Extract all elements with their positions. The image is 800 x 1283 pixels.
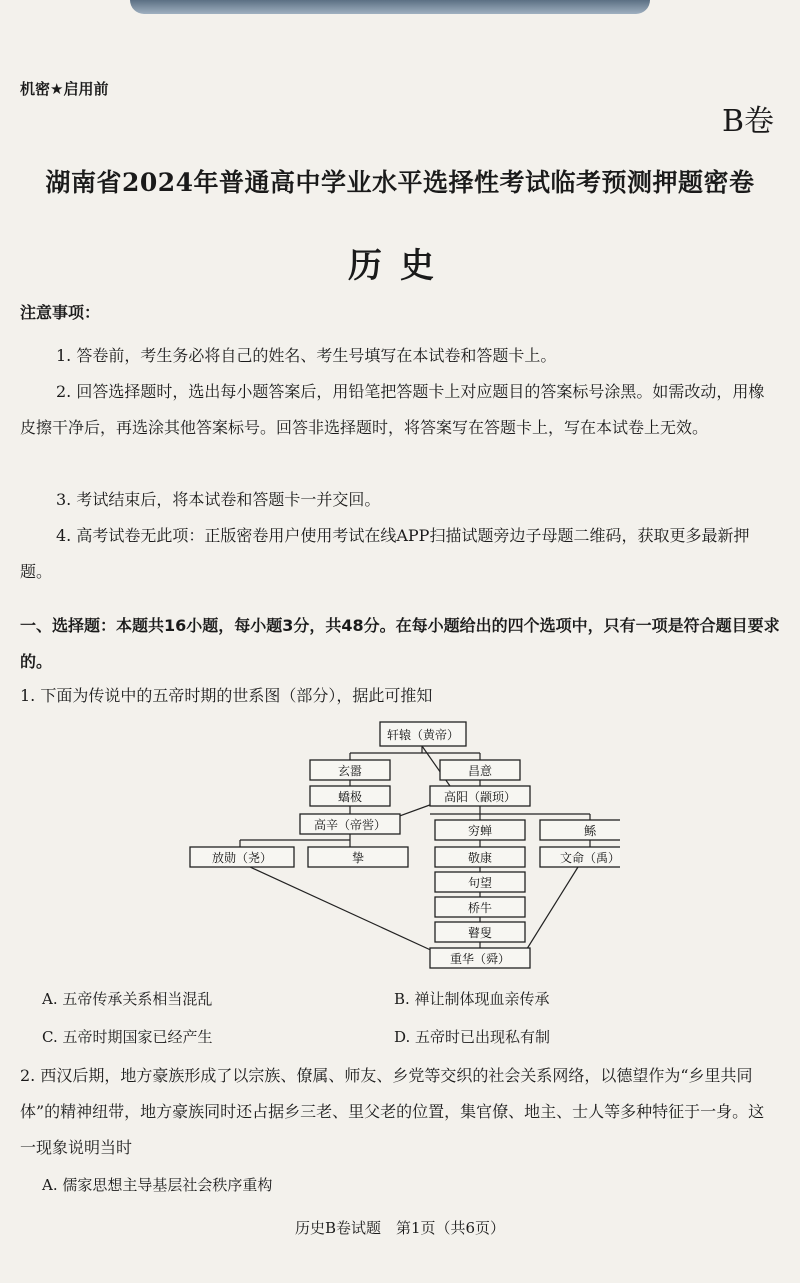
- question-2-stem: 2. 西汉后期，地方豪族形成了以宗族、僚属、师友、乡党等交织的社会关系网络，以德望作为“乡里共同体”的精神纽带，地方豪族同时还占据乡三老、里父老的位置，集官僚、地主、士人等多种特征于一身。这一现象说明当时: [20, 1066, 765, 1157]
- question-1-stem: 1. 下面为传说中的五帝时期的世系图（部分），据此可推知: [20, 686, 433, 705]
- section-heading: 一、选择题：本题共16小题，每小题3分，共48分。在每小题给出的四个选项中，只有一项是符合题目要求的。: [20, 616, 780, 671]
- top-decoration: [130, 0, 650, 14]
- page-footer: 历史B卷试题 第1页（共6页）: [294, 1219, 506, 1237]
- genealogy-diagram: [180, 716, 620, 970]
- svg-text:高阳（颛顼）: 高阳（颛顼）: [443, 790, 517, 804]
- svg-text:挚: 挚: [351, 851, 365, 865]
- node-juwang: [435, 872, 525, 892]
- notice-item-2: 2. 回答选择题时，选出每小题答案后，用铅笔把答题卡上对应题目的答案标号涂黑。如需改动，用橡皮擦干净后，再选涂其他答案标号。回答非选择题时，将答案写在答题卡上，写在本试卷上无效。: [20, 382, 765, 437]
- version-label: B卷: [722, 104, 775, 139]
- svg-text:敬康: 敬康: [467, 851, 493, 865]
- subject-title: 历史: [348, 246, 452, 286]
- notice-item-1: 1. 答卷前，考生务必将自己的姓名、考生号填写在本试卷和答题卡上。: [56, 346, 557, 365]
- svg-text:昌意: 昌意: [467, 764, 493, 778]
- svg-text:高辛（帝喾）: 高辛（帝喾）: [313, 818, 387, 832]
- confidential-label: 机密★启用前: [20, 80, 109, 98]
- svg-text:玄嚣: 玄嚣: [337, 764, 363, 778]
- q2-option-a: A. 儒家思想主导基层社会秩序重构: [42, 1176, 273, 1194]
- svg-text:鲧: 鲧: [583, 824, 597, 838]
- q1-option-a: A. 五帝传承关系相当混乱: [42, 990, 213, 1008]
- svg-text:桥牛: 桥牛: [467, 901, 493, 915]
- node-jiaoji: [310, 786, 390, 806]
- node-gusou: [435, 922, 525, 942]
- node-chonghua: [430, 948, 530, 968]
- node-fangxun: [190, 847, 294, 867]
- node-jingkang: [435, 847, 525, 867]
- q1-option-b: B. 禅让制体现血亲传承: [394, 990, 550, 1008]
- notice-heading: 注意事项：: [20, 303, 101, 322]
- node-gaoxin: [300, 814, 400, 834]
- node-xuanyuan: [380, 722, 466, 746]
- svg-text:穷蝉: 穷蝉: [467, 824, 493, 838]
- svg-text:轩辕（黄帝）: 轩辕（黄帝）: [386, 728, 460, 742]
- node-qiaoniu: [435, 897, 525, 917]
- node-zhi: [308, 847, 408, 867]
- notice-item-4: 4. 高考试卷无此项：正版密卷用户使用考试在线APP扫描试题旁边子母题二维码，获取更多最新押题。: [20, 526, 750, 581]
- exam-title: 湖南省2024年普通高中学业水平选择性考试临考预测押题密卷: [45, 168, 755, 197]
- svg-text:瞽叟: 瞽叟: [467, 926, 493, 940]
- notice-item-3: 3. 考试结束后，将本试卷和答题卡一并交回。: [56, 490, 381, 509]
- svg-text:蟜极: 蟜极: [337, 790, 363, 804]
- node-changyi: [440, 760, 520, 780]
- node-qiongchan: [435, 820, 525, 840]
- svg-text:句望: 句望: [467, 876, 493, 890]
- q1-option-c: C. 五帝时期国家已经产生: [42, 1028, 213, 1046]
- svg-text:放勋（尧）: 放勋（尧）: [211, 851, 273, 865]
- svg-text:重华（舜）: 重华（舜）: [449, 952, 511, 966]
- node-gun: [540, 820, 620, 840]
- q1-option-d: D. 五帝时已出现私有制: [394, 1028, 551, 1046]
- node-gaoyang: [430, 786, 530, 806]
- svg-text:文命（禹）: 文命（禹）: [559, 851, 620, 865]
- node-wenming: [540, 847, 620, 867]
- node-xuanxiao: [310, 760, 390, 780]
